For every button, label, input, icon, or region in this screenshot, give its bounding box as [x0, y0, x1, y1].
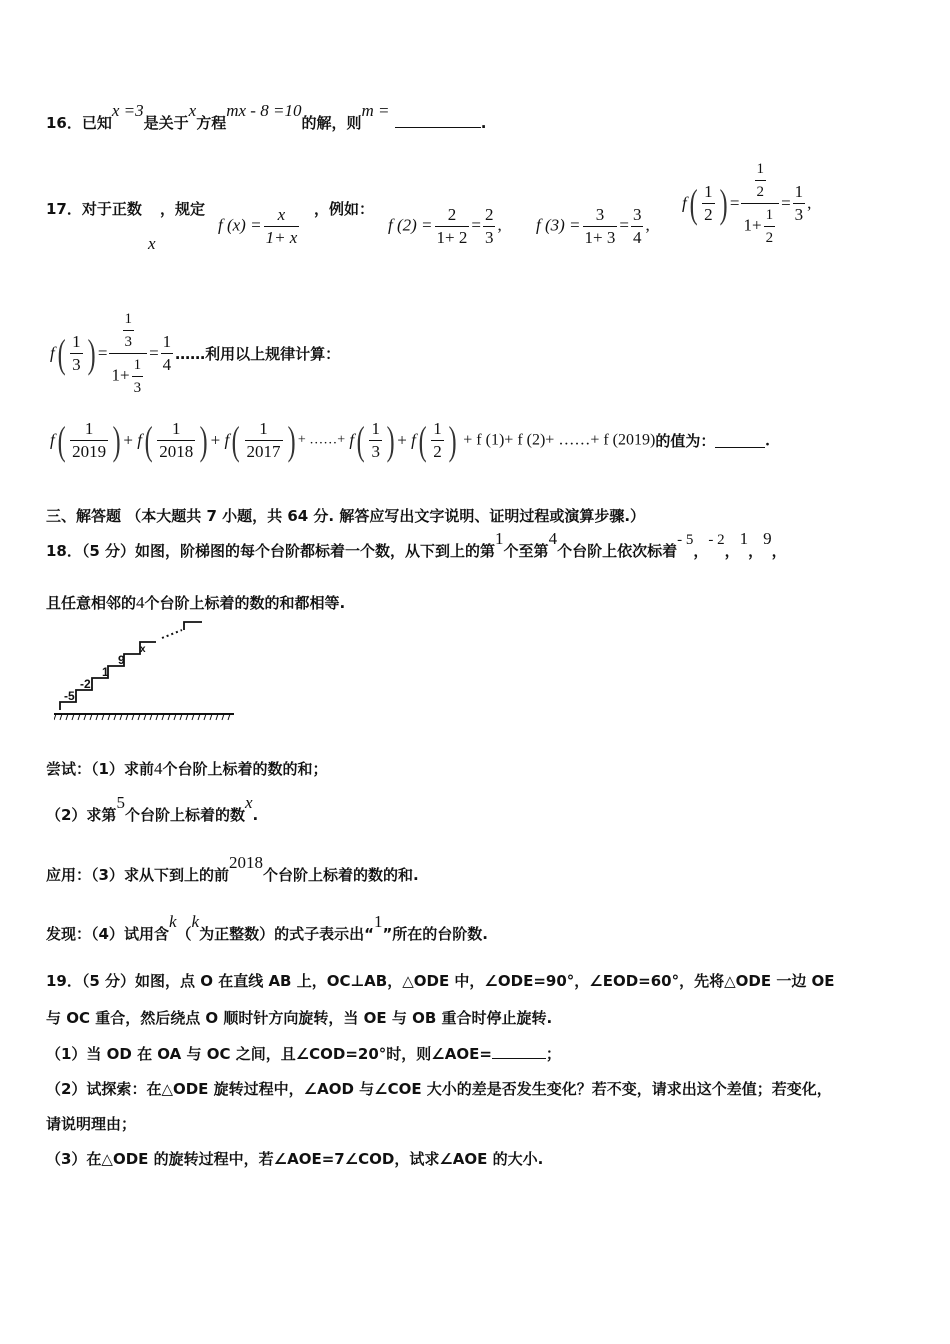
q18-text-4: 且任意相邻的 [46, 594, 137, 612]
q18-p1-text-2: 个台阶上标着的数的和； [162, 760, 328, 778]
q19-line-1: 19．（5 分）如图，点 O 在直线 AB 上，OC⊥AB，△ODE 中，∠ODE=90°，∠EOD=60°，先将△ODE 一边 OE [46, 972, 835, 990]
q18-p4-text-3: ”所在的台阶数. [382, 925, 488, 943]
q18-p2-var: x [244, 793, 253, 812]
step-label-4: 9 [118, 653, 125, 667]
step-label-2: -2 [80, 677, 91, 691]
sum-frac-1-num: 1 [70, 418, 108, 441]
q19-part-3: （3）在△ODE 的旋转过程中，若∠AOE=7∠COD，试求∠AOE 的大小. [46, 1150, 544, 1168]
q17-ex4-arg [70, 331, 83, 376]
q18-text-1: 18．（5 分）如图，阶梯图的每个台阶都标着一个数，从下到上的第 [46, 542, 496, 560]
q17-ex2-num: 3 [583, 204, 618, 227]
paren-left-icon: ( [57, 330, 66, 376]
q18-text-5: 个台阶上标着的数的和都相等. [144, 594, 346, 612]
q17-ex1-num: 2 [435, 204, 470, 227]
q19-p1-text: （1）当 OD 在 OA 与 OC 之间，且∠COD=20°时，则∠AOE= [46, 1045, 492, 1063]
q17-ex3-result [793, 181, 806, 226]
q18-p3-text-1: 应用：（3）求从下到上的前 [46, 866, 229, 884]
sum-frac-3-den: 2017 [246, 442, 281, 461]
q16-number: 16．已知 [46, 114, 112, 132]
q17-fdef-num: x [264, 204, 300, 227]
paren-left-icon: ( [57, 417, 66, 463]
sum-f-1: f [50, 430, 55, 450]
step-label-5: x [140, 644, 146, 655]
sum-frac-5 [431, 418, 444, 463]
section-3-heading: 三、解答题 （本大题共 7 小题，共 64 分. 解答应写出文字说明、证明过程或演算步骤.） [46, 507, 646, 525]
q16-var-x: x [188, 101, 197, 120]
sum-plus-2: + [210, 430, 221, 450]
paren-left-icon: ( [689, 180, 698, 226]
q17-number: 17．对于正数 [46, 200, 142, 218]
q18-p2-text-1: （2）求第 [46, 806, 117, 824]
sum-frac-2 [157, 418, 195, 463]
q17-ex3-arg-num: 1 [702, 181, 715, 204]
q17-ex4-top-den: 3 [124, 334, 133, 350]
sum-f-3: f [224, 430, 230, 450]
q16-eq-x3: x =3 [111, 101, 144, 120]
paren-right-icon: ) [719, 180, 728, 226]
q17-ex3-res-num: 1 [793, 181, 806, 204]
q17-line-1 [46, 198, 142, 219]
q17-ex3-bottom-den: 2 [765, 230, 774, 246]
q18-text-3: 个台阶上依次标着 [557, 542, 678, 560]
sum-frac-3-num: 1 [245, 418, 283, 441]
q17-example-label [314, 198, 374, 219]
q17-ex3-top-den: 2 [756, 184, 765, 200]
q17-ex4-bottom [109, 354, 147, 399]
q17-fdef-lhs: f (x) = [218, 215, 262, 235]
paren-left-icon: ( [418, 417, 427, 463]
q17-ex3-arg-den: 2 [704, 205, 713, 224]
q18-p4-text-2: 为正整数）的式子表示出“ [199, 925, 374, 943]
q17-ex4-bottom-num: 1 [132, 354, 144, 377]
q16-text-2: 方程 [196, 114, 227, 132]
q17-ex1-den: 1+ 2 [436, 228, 468, 247]
q17-ex3-res-den: 3 [794, 205, 804, 224]
q16-text-3: 的解，则 [301, 114, 362, 132]
paren-left-icon: ( [144, 417, 153, 463]
q18-value-1: - 5 [677, 532, 694, 548]
paren-right-icon: ) [199, 417, 208, 463]
q18-part-3 [46, 853, 419, 885]
sum-value-label: 的值为： [655, 432, 716, 450]
q17-ex3-bottom-num: 1 [764, 204, 776, 227]
q17-ex4-top-frac [123, 308, 135, 353]
q17-ex1-frac [435, 204, 470, 249]
q17-ex3-top [741, 158, 779, 204]
q18-p1-num: 4 [153, 759, 163, 778]
q17-rule-label [160, 198, 205, 219]
q18-sep-4: ， [771, 542, 787, 560]
sum-frac-2-num: 1 [157, 418, 195, 441]
q18-num-4: 4 [548, 529, 558, 548]
q19-part-2: （2）试探索：在△ODE 旋转过程中，∠AOD 与∠COE 大小的差是否发生变化？若不变，请求出这个差值；若变化， [46, 1080, 832, 1098]
sum-f-4: f [349, 430, 355, 450]
staircase-dots [162, 630, 182, 638]
sum-frac-3 [245, 418, 283, 463]
q18-p2-text-2: 个台阶上标着的数 [124, 806, 245, 824]
q17-example-1: f (2) = $\frac{2}{1+ 2}$ = $\frac{2}{3}$ , [388, 205, 502, 247]
q17-sum-expression [50, 418, 770, 463]
paren-right-icon: ) [287, 417, 296, 463]
q16-var-m: m = [361, 101, 390, 120]
q18-sep-3: ， [748, 542, 764, 560]
q18-num-1: 1 [495, 529, 504, 548]
q16-period: . [480, 114, 487, 132]
sum-f-2: f [137, 430, 142, 450]
sum-frac-5-den: 2 [433, 442, 442, 461]
q17-text-rule: ，规定 [160, 200, 206, 218]
q18-value-4: 9 [763, 529, 772, 548]
q18-p1-text-1: 尝试：（1）求前 [46, 760, 154, 778]
q17-fdef-den: 1+ x [265, 228, 298, 247]
q18-num-4b: 4 [136, 593, 145, 612]
q16-text-1: 是关于 [143, 114, 189, 132]
q17-ex4-bottom-frac [132, 354, 144, 399]
q19-part-1 [46, 1043, 561, 1064]
q17-text-compute: ……利用以上规律计算： [175, 345, 341, 363]
q18-part-1 [46, 758, 327, 779]
q17-ex3-bottom-left: 1+ [743, 215, 762, 235]
question-16 [46, 101, 487, 133]
sum-plus-1: + [123, 430, 133, 450]
q17-ex4-top [109, 308, 147, 354]
q17-ex2-frac [583, 204, 618, 249]
sum-frac-4 [369, 418, 382, 463]
q17-ex3-top-frac [755, 158, 767, 203]
q18-p2-period: . [252, 806, 259, 824]
q17-ex4-res-den: 4 [162, 355, 172, 374]
staircase-top [184, 622, 202, 630]
step-label-1: -5 [64, 689, 75, 703]
q17-period: . [765, 430, 770, 450]
sum-frac-1 [70, 418, 108, 463]
paren-right-icon: ) [112, 417, 121, 463]
q18-part-2 [46, 793, 259, 825]
q17-example-4: f( $\frac{1}{3}$ ) = $\frac{1}{3}$ 1+ $\frac{1}{3}$ = $\frac{1}{4}$ ……利用以上规律计算： [50, 308, 340, 399]
q17-var-x: x [148, 234, 156, 253]
paren-right-icon: ) [87, 330, 96, 376]
q18-p4-num: 1 [373, 912, 383, 931]
q18-p4-paren: （ [176, 925, 192, 943]
paren-left-icon: ( [356, 417, 365, 463]
paren-right-icon: ) [448, 417, 457, 463]
q17-ex4-result [161, 331, 174, 376]
staircase-figure [54, 616, 238, 724]
q17-ex4-res-num: 1 [161, 331, 174, 354]
q17-ex3-top-num: 1 [755, 158, 767, 181]
q17-ex3-arg [702, 181, 715, 226]
sum-f-5: f [411, 430, 416, 450]
q17-ex1-res-num: 2 [483, 204, 496, 227]
q16-equation: mx - 8 =10 [226, 101, 302, 120]
q17-ex3-bottom-frac [764, 204, 776, 249]
q18-line-2 [46, 592, 345, 613]
q17-ex1-result [483, 204, 496, 249]
q17-example-2: f (3) = $\frac{3}{1+ 3}$ = $\frac{3}{4}$ , [536, 205, 650, 247]
q17-ex4-bottom-left: 1+ [111, 365, 130, 385]
sum-tail: + f (1)+ f (2)+ ……+ f (2019) [463, 431, 656, 449]
q17-ex2-den: 1+ 3 [584, 228, 616, 247]
step-label-3: 1 [102, 665, 109, 679]
sum-frac-5-num: 1 [431, 418, 444, 441]
q17-ex4-arg-den: 3 [72, 355, 81, 374]
q18-p4-var-k: k [168, 912, 177, 931]
q17-ex4-bottom-den: 3 [133, 380, 142, 396]
q17-ex4-complex-frac [109, 308, 147, 399]
q17-ex2-lhs: f (3) = [536, 215, 581, 235]
q18-value-2: - 2 [708, 532, 725, 548]
paren-right-icon: ) [386, 417, 395, 463]
q18-value-3: 1 [739, 529, 749, 548]
q18-p2-num: 5 [116, 793, 125, 812]
q17-ex2-res-num: 3 [631, 204, 644, 227]
q16-answer-blank[interactable] [395, 113, 481, 128]
q17-ex1-res-den: 3 [484, 228, 494, 247]
sum-frac-4-num: 1 [369, 418, 382, 441]
q19-answer-blank[interactable] [492, 1044, 546, 1059]
q18-sep-2: ， [724, 542, 740, 560]
q17-text-example: ，例如： [314, 200, 375, 218]
q17-ex3-complex-frac [741, 158, 779, 249]
q18-p3-text-2: 个台阶上标着的数的和. [262, 866, 419, 884]
q17-ex4-f: f [50, 343, 55, 363]
q19-part-2-cont: 请说明理由； [46, 1115, 137, 1133]
q19-line-2: 与 OC 重合，然后绕点 O 顺时针方向旋转，当 OE 与 OB 重合时停止旋转. [46, 1009, 553, 1027]
q18-sep-1: ， [693, 542, 709, 560]
sum-plus-4: + [397, 430, 407, 450]
sum-dots: + ……+ [297, 432, 346, 448]
q18-p4-var-k2: k [191, 912, 200, 931]
q18-text-2: 个至第 [503, 542, 549, 560]
q17-ex2-result [631, 204, 644, 249]
q18-p3-num: 2018 [228, 853, 263, 872]
sum-frac-4-den: 3 [371, 442, 380, 461]
q17-ex3-bottom [741, 204, 779, 249]
sum-frac-1-den: 2019 [72, 442, 107, 461]
q17-definition [218, 204, 301, 249]
q17-ex2-res-den: 4 [632, 228, 642, 247]
q17-fdef-frac [264, 204, 300, 249]
q19-p1-end: ； [545, 1045, 561, 1063]
q17-ex3-f: f [682, 193, 687, 213]
q18-part-4 [46, 912, 488, 944]
q18-line-1 [46, 529, 787, 561]
q17-ex4-top-num: 1 [123, 308, 135, 331]
paren-left-icon: ( [231, 417, 240, 463]
sum-frac-2-den: 2018 [159, 442, 194, 461]
q17-example-3: f( $\frac{1}{2}$ ) = $\frac{1}{2}$ 1+ $\frac{1}{2}$ = $\frac{1}{3}$ , [682, 158, 811, 249]
q17-answer-blank[interactable] [715, 433, 765, 448]
q17-ex4-arg-num: 1 [70, 331, 83, 354]
q18-p4-text-1: 发现：（4）试用含 [46, 925, 169, 943]
q17-ex1-lhs: f (2) = [388, 215, 433, 235]
